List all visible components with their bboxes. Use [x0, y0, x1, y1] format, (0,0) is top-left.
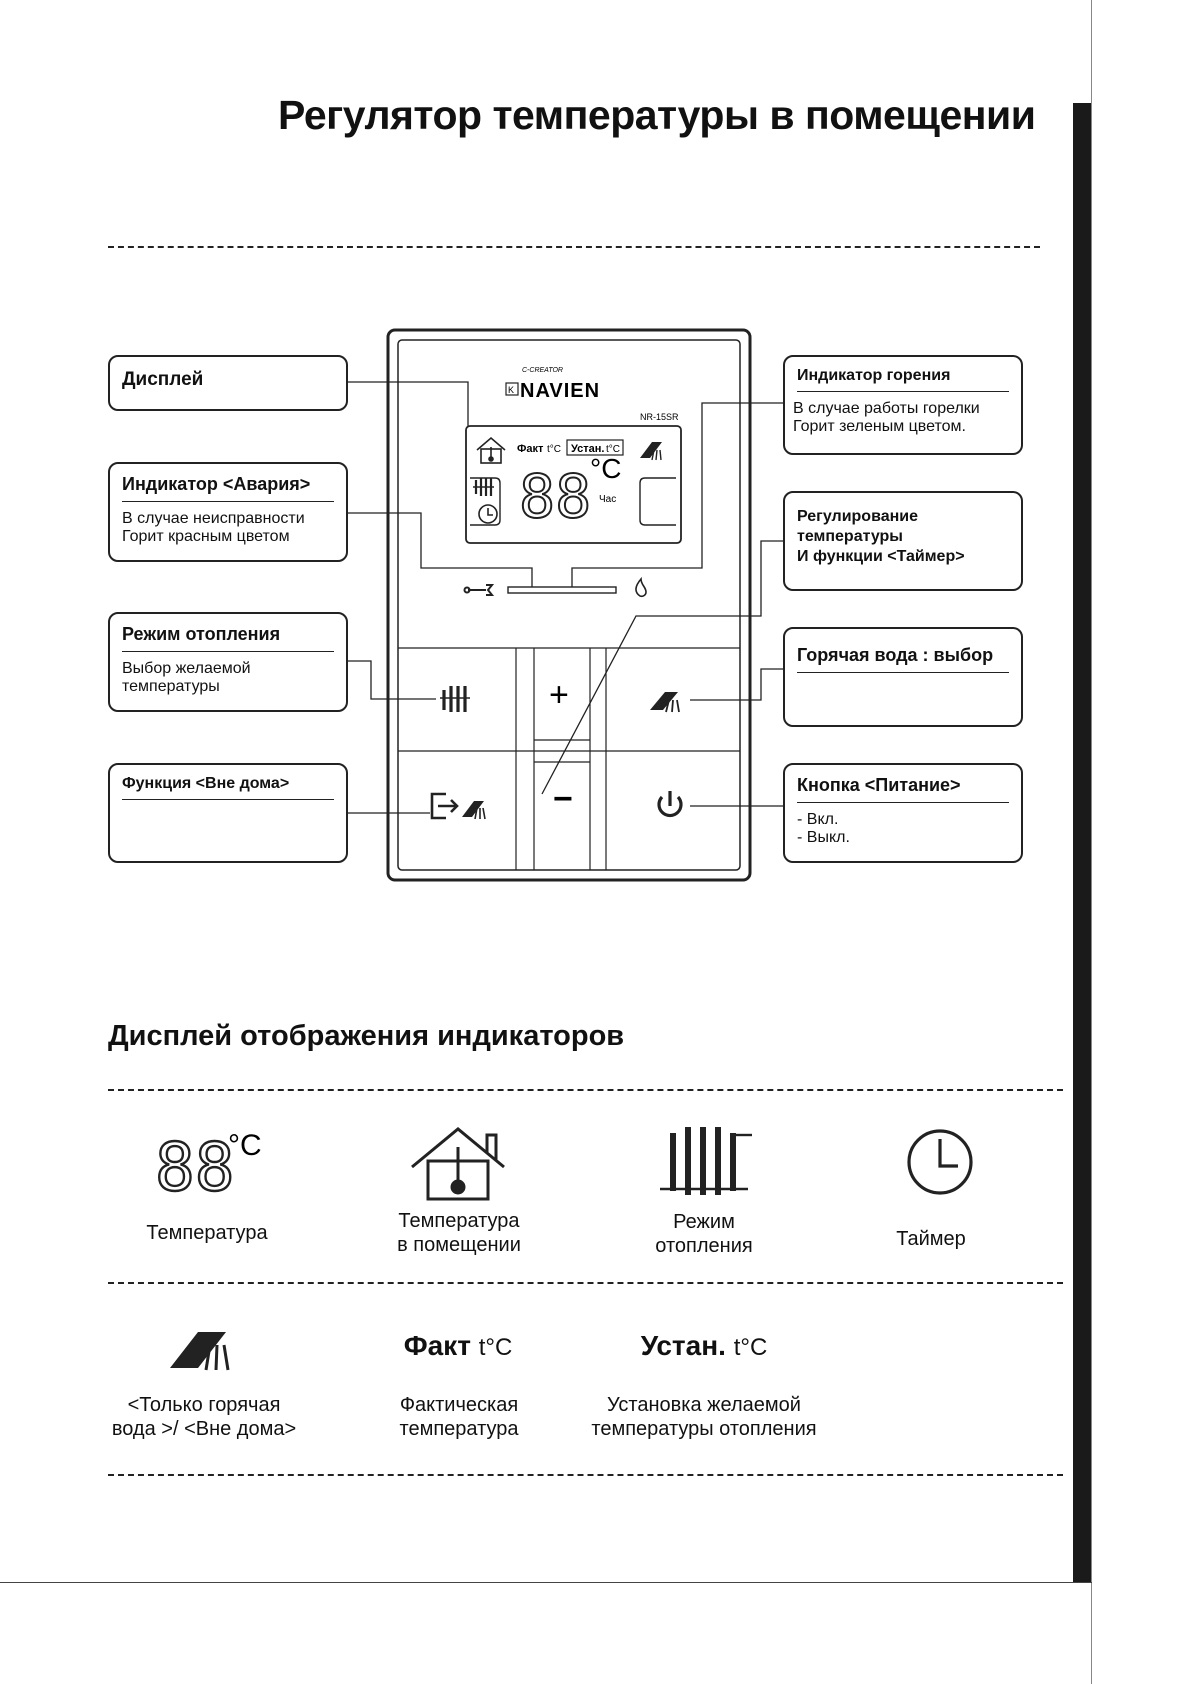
callout-display [108, 355, 348, 411]
callout-heating-mode-title: Режим отопления [122, 614, 334, 652]
callout-burner [783, 355, 1023, 455]
legend-caption-line: Температура [146, 1222, 268, 1244]
clock-icon [909, 1131, 971, 1193]
brand-tag: C-CREATOR [522, 367, 563, 374]
legend-caption [397, 1209, 521, 1257]
plus-button-label: + [549, 676, 569, 714]
callout-burner-desc-line: Горит зеленым цветом. [793, 418, 966, 435]
callout-power-title: Кнопка <Питание> [797, 765, 1009, 803]
callout-alarm [108, 462, 348, 562]
callout-burner-title: Индикатор горения [797, 357, 1009, 392]
model-label: NR-15SR [640, 412, 679, 422]
callout-power-desc-line: - Вкл. [797, 811, 839, 828]
page-title: Регулятор температуры в помещении [278, 92, 1036, 138]
legend-caption-line: Установка желаемой [607, 1394, 801, 1416]
radiator-icon [660, 1127, 752, 1195]
callout-temp-control-line: температуры [797, 528, 903, 545]
callout-alarm-title: Индикатор <Авария> [122, 464, 334, 502]
tap-icon [170, 1332, 228, 1370]
section-title-indicators: Дисплей отображения индикаторов [108, 1020, 625, 1052]
page-bottom-line [0, 1582, 1092, 1583]
callout-temp-control [783, 491, 1023, 591]
callout-display-title: Дисплей [122, 369, 204, 390]
legend-set-symbol [641, 1330, 768, 1362]
legend-caption [896, 1227, 966, 1251]
minus-button-label: − [553, 780, 573, 818]
legend-fact-symbol-unit: t°C [478, 1334, 513, 1361]
legend-caption [591, 1393, 816, 1441]
house-thermometer-icon [412, 1129, 504, 1199]
legend-set-symbol-text: Устан. [640, 1330, 726, 1361]
legend-caption-line: Фактическая [399, 1394, 519, 1416]
lcd-set-unit: t°C [606, 444, 620, 455]
lcd-hour-label: Час [599, 494, 617, 505]
callout-heating-mode-desc-line: Выбор желаемой [122, 660, 251, 677]
lcd-fact-unit: t°C [547, 444, 561, 455]
callout-alarm-desc-line: В случае неисправности [122, 510, 305, 527]
callout-temp-control-line: И функции <Таймер> [797, 548, 965, 565]
legend-caption-line: Режим [673, 1211, 735, 1233]
legend-caption-line: температуры отопления [591, 1418, 817, 1440]
brand-name: NAVIEN [520, 380, 601, 402]
legend-caption-line: температура [399, 1418, 519, 1440]
legend-caption-line: отопления [655, 1235, 753, 1257]
callout-away-title: Функция <Вне дома> [122, 765, 334, 800]
legend-fact-symbol-text: Факт [403, 1330, 471, 1361]
legend-caption [400, 1393, 519, 1441]
callout-power [783, 763, 1023, 863]
lcd-degree-unit: °C [590, 453, 622, 484]
divider-legend-top [108, 1089, 1063, 1091]
legend-caption [146, 1221, 267, 1245]
legend-caption-line: Таймер [896, 1228, 966, 1250]
callout-alarm-desc-line: Горит красным цветом [122, 528, 290, 545]
callout-power-desc-line: - Выкл. [797, 829, 850, 846]
legend-caption [655, 1210, 752, 1258]
legend-caption-line: вода >/ <Вне дома> [111, 1418, 297, 1440]
lcd-fact-label: Факт [517, 443, 544, 455]
callout-temp-control-line: Регулирование [797, 508, 918, 525]
callout-hot-water-title: Горячая вода : выбор [797, 629, 1009, 673]
callout-heating-mode-desc-line: температуры [122, 678, 220, 695]
legend-caption-line: <Только горячая [127, 1394, 281, 1416]
lcd-set-label: Устан. [571, 443, 605, 455]
callout-heating-mode [108, 612, 348, 712]
legend-temp-unit: °C [228, 1129, 262, 1162]
callout-hot-water [783, 627, 1023, 727]
legend-caption [112, 1393, 296, 1441]
lcd-digits: 88 [519, 462, 592, 532]
legend-set-symbol-unit: t°C [733, 1334, 768, 1361]
svg-text:K: K [508, 385, 515, 395]
callout-burner-desc-line: В случае работы горелки [793, 400, 980, 417]
legend-fact-symbol [404, 1330, 513, 1362]
legend-caption-line: Температура [398, 1210, 520, 1232]
callout-away [108, 763, 348, 863]
legend-caption-line: в помещении [397, 1234, 521, 1256]
legend-temp-digits: 88 [155, 1129, 235, 1206]
